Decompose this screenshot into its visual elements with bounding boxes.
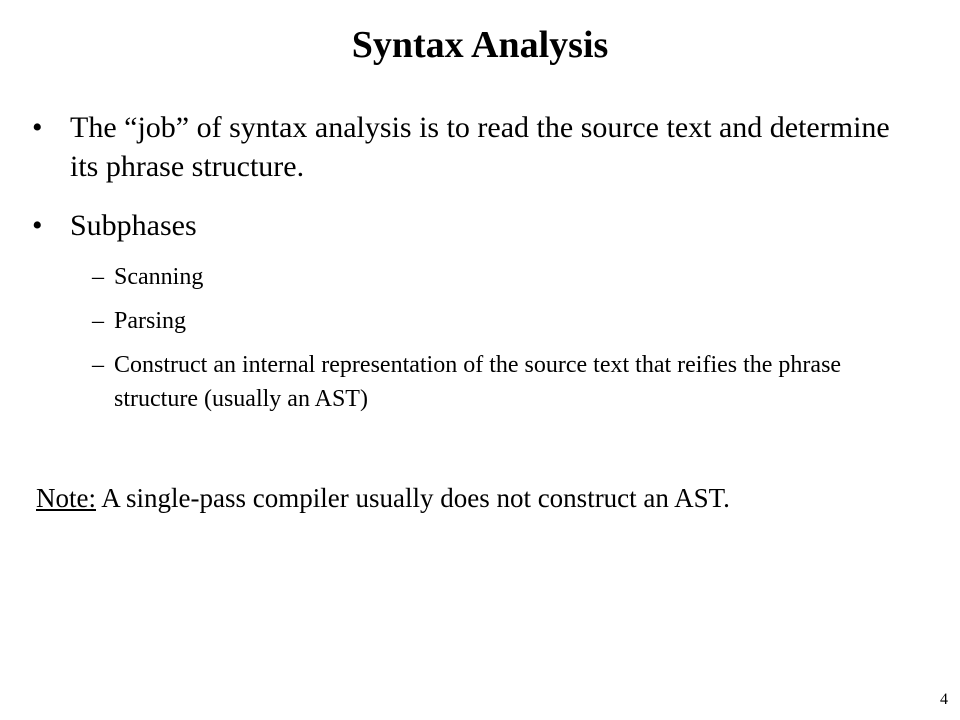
note-text: A single-pass compiler usually does not construct an AST. xyxy=(96,483,730,513)
note xyxy=(36,480,936,516)
sub-item-text: Parsing xyxy=(114,308,186,334)
page-number: 4 xyxy=(940,691,948,708)
sub-item-marker: – xyxy=(92,308,104,334)
sub-item-text: Construct an internal representation of the source text that reifies the phrase structure (usually an AST) xyxy=(114,352,842,412)
bullet-text: Subphases xyxy=(70,209,197,242)
note-label: Note: xyxy=(36,483,96,513)
bullet-text: The “job” of syntax analysis is to read the source text and determine its phrase structure. xyxy=(70,111,890,183)
sub-item-marker: – xyxy=(92,264,104,290)
sub-item-text: Scanning xyxy=(114,264,204,290)
sub-item-marker: – xyxy=(92,352,104,378)
bullet-marker: • xyxy=(32,209,43,242)
slide-title: Syntax Analysis xyxy=(351,24,609,66)
bullet-marker: • xyxy=(32,111,43,144)
